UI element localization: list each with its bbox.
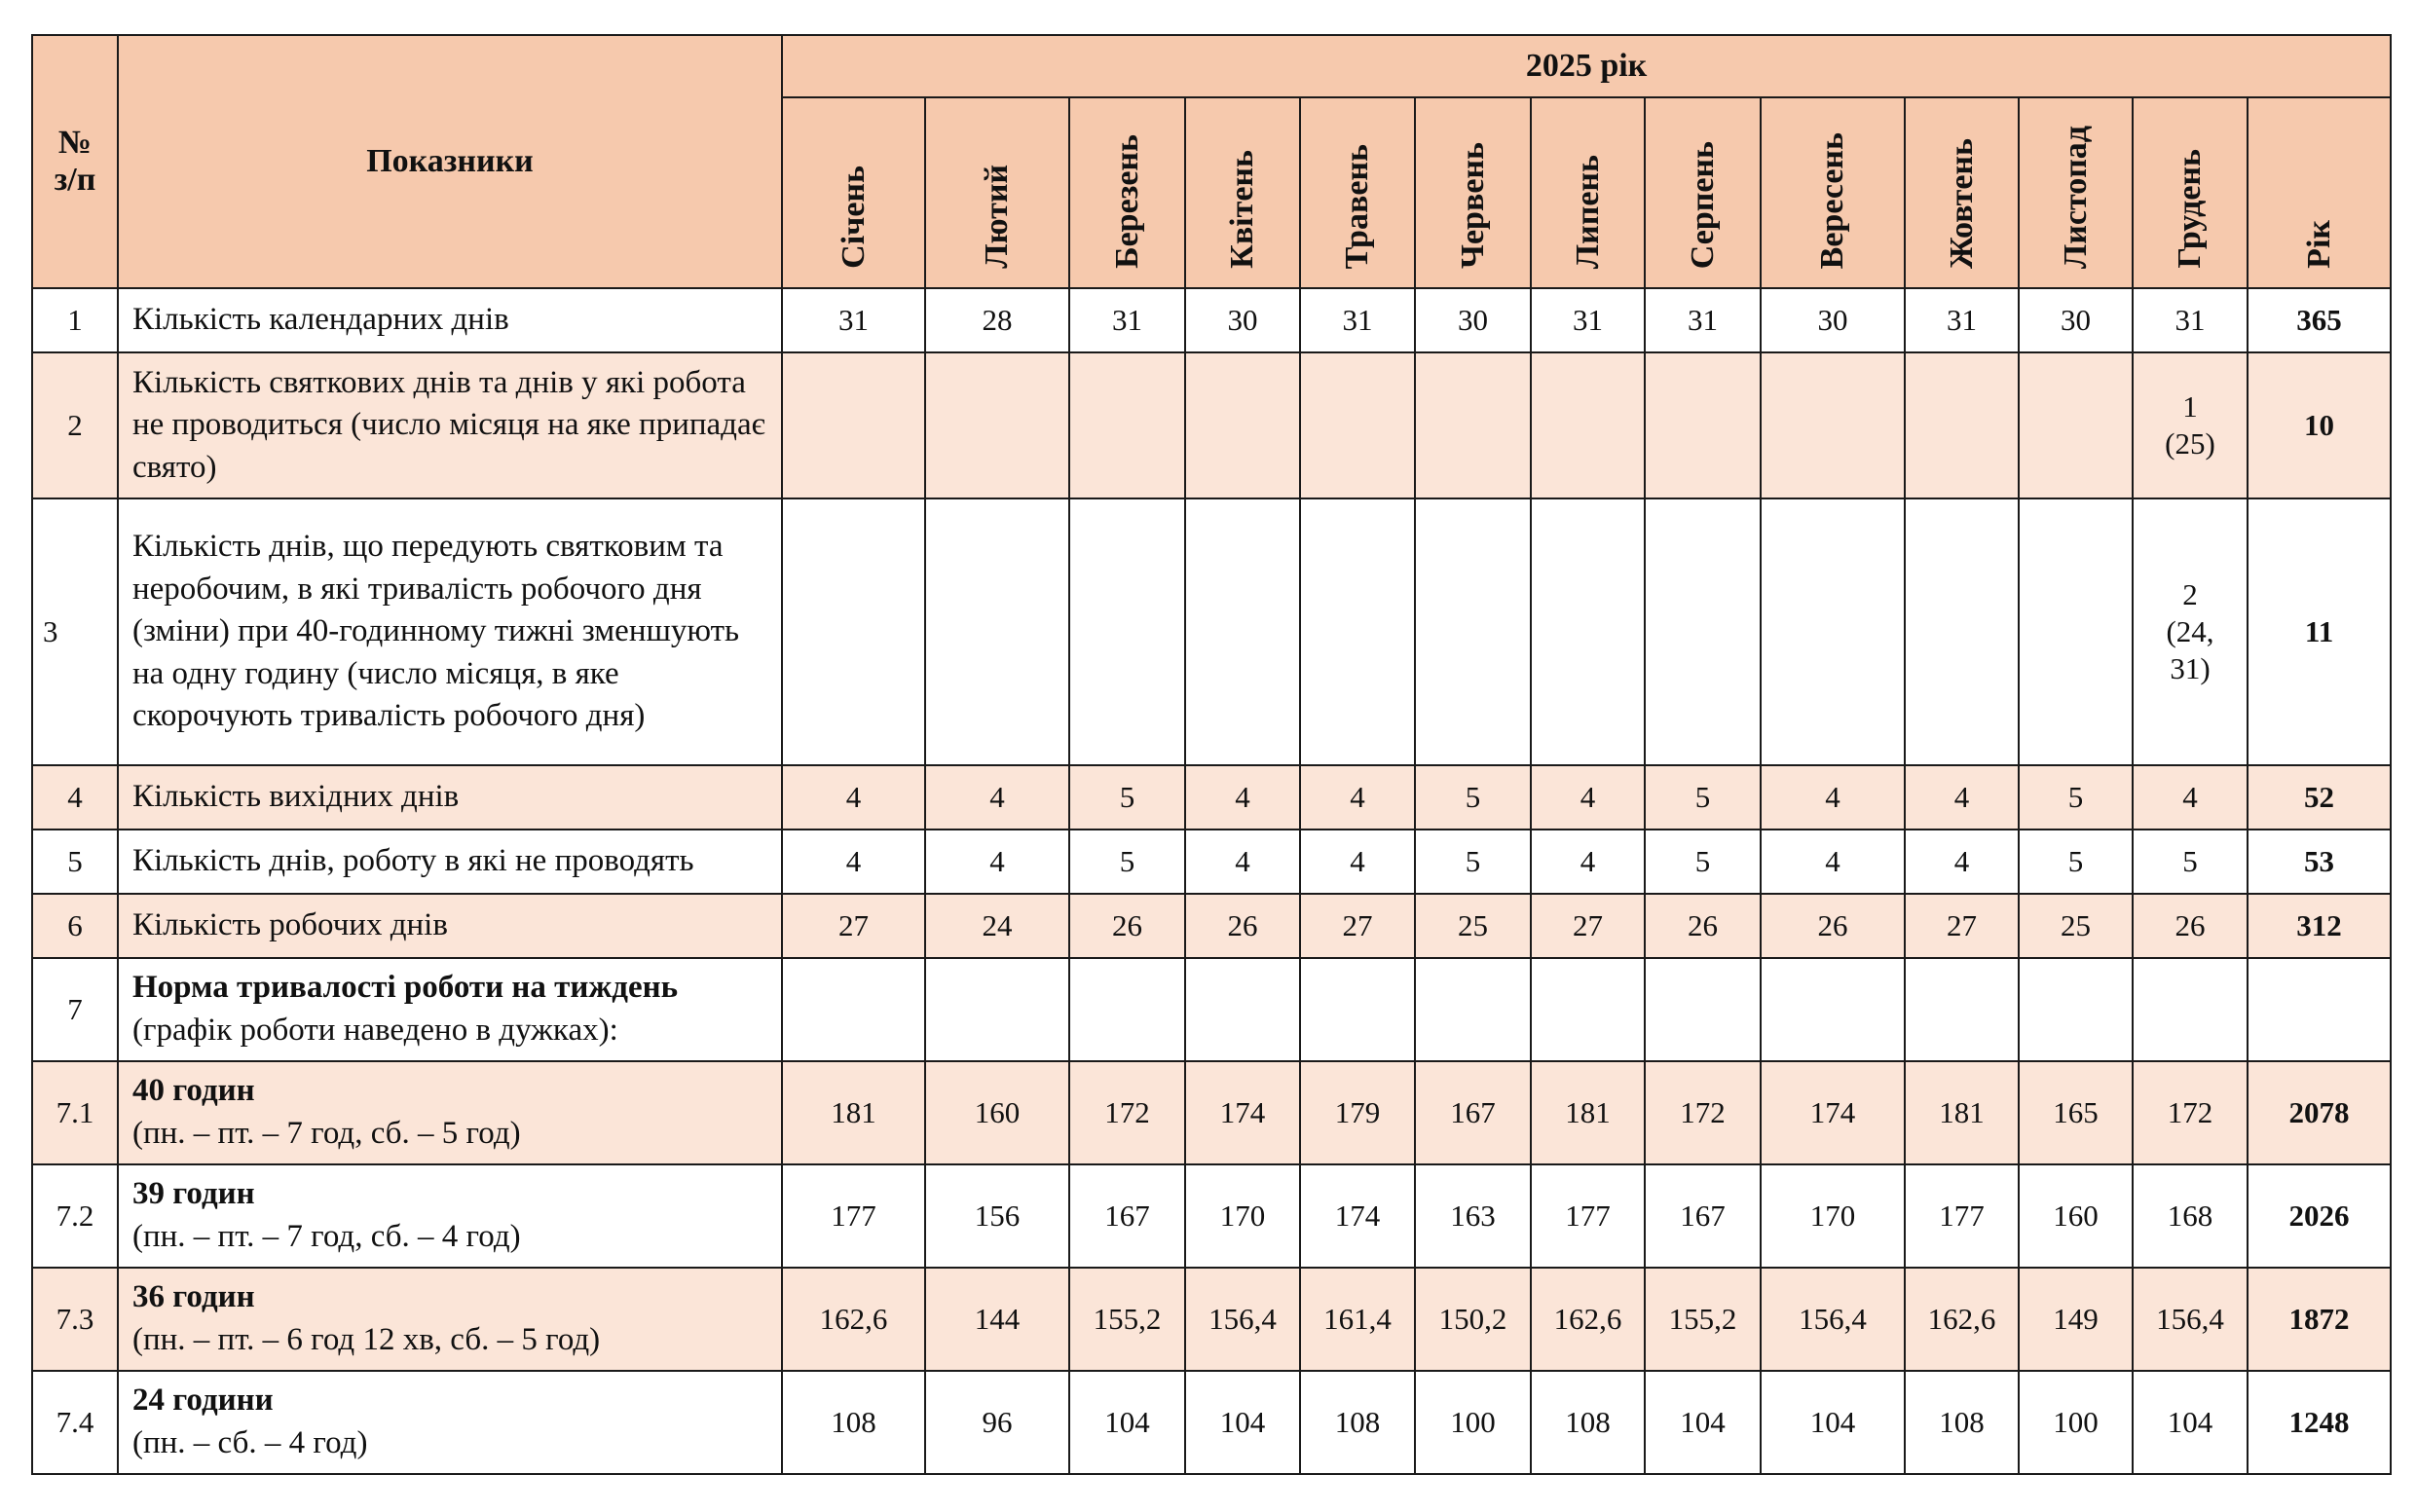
month-label: Вересень [1814,131,1850,269]
month-value [1185,958,1300,1061]
month-label: Рік [2300,220,2337,269]
year-total-header [2248,97,2391,288]
year-total: 1872 [2248,1268,2391,1371]
table-row [32,830,2391,894]
indicator-name [118,498,782,765]
year-total: 312 [2248,894,2391,958]
indicator-text: Кількість календарних днів [132,302,509,338]
year-total: 365 [2248,288,2391,352]
table-row [32,498,2391,765]
indicator-text: (пн. – сб. – 4 год) [132,1425,368,1460]
month-value: 162,6 [1531,1268,1645,1371]
month-value: 4 [1185,765,1300,830]
month-value: 30 [1415,288,1531,352]
year-total [2248,958,2391,1061]
month-value [1531,498,1645,765]
month-value [1185,498,1300,765]
indicator-text: Кількість днів, що передують святковим та неробочим, в які тривалість робочого дня (зміни) при 40-годинному тижні зменшують на одну годину (число місяця, в яке скорочують тривалість робочого дня) [132,529,740,734]
month-value: 179 [1300,1061,1415,1164]
indicator-name [118,894,782,958]
year-total: 2078 [2248,1061,2391,1164]
month-value: 4 [782,830,925,894]
table-row [32,1061,2391,1164]
month-value [1905,352,2019,498]
month-value [1645,498,1761,765]
month-label: Червень [1454,142,1491,269]
month-label: Жовтень [1943,137,1980,269]
index-column-header [32,35,118,288]
month-value: 177 [1905,1164,2019,1268]
month-value: 5 [1069,830,1185,894]
month-value: 156,4 [1185,1268,1300,1371]
table-row [32,288,2391,352]
month-value: 108 [1531,1371,1645,1474]
month-value: 4 [782,765,925,830]
month-value: 26 [1185,894,1300,958]
month-value: 170 [1185,1164,1300,1268]
month-value: 172 [1645,1061,1761,1164]
month-value: 28 [925,288,1069,352]
table-body [32,288,2391,1474]
indicator-text: Кількість святкових днів та днів у які робота не проводиться (число місяця на яке припадає свято) [132,364,765,485]
indicator-text: (пн. – пт. – 6 год 12 хв, сб. – 5 год) [132,1322,601,1357]
indicator-text: (графік роботи наведено в дужках): [132,1013,618,1048]
month-value [1069,958,1185,1061]
row-index: 3 [32,498,118,765]
month-value [1905,958,2019,1061]
month-value: 104 [1069,1371,1185,1474]
month-value: 5 [1645,830,1761,894]
month-value: 150,2 [1415,1268,1531,1371]
indicator-name [118,1268,782,1371]
table-row [32,1164,2391,1268]
month-value: 31 [1645,288,1761,352]
month-value: 5 [1415,765,1531,830]
indicator-name [118,1061,782,1164]
row-index: 7.2 [32,1164,118,1268]
month-value: 104 [2133,1371,2248,1474]
row-index: 2 [32,352,118,498]
row-index: 7.4 [32,1371,118,1474]
month-value: 31 [1300,288,1415,352]
month-value: 165 [2019,1061,2133,1164]
month-value: 4 [1300,765,1415,830]
table-row [32,958,2391,1061]
row-index: 7.1 [32,1061,118,1164]
month-value: 4 [925,765,1069,830]
month-value: 5 [2133,830,2248,894]
table-row [32,894,2391,958]
month-value [1761,498,1905,765]
month-header [1761,97,1905,288]
month-value: 26 [1069,894,1185,958]
month-value: 181 [782,1061,925,1164]
month-value: 96 [925,1371,1069,1474]
row-index: 1 [32,288,118,352]
month-label: Серпень [1684,140,1721,269]
indicator-name [118,1164,782,1268]
month-value: 4 [1531,830,1645,894]
month-value: 31 [1531,288,1645,352]
month-value: 4 [925,830,1069,894]
month-value: 163 [1415,1164,1531,1268]
year-total: 1248 [2248,1371,2391,1474]
row-index: 4 [32,765,118,830]
month-value [925,958,1069,1061]
month-value: 149 [2019,1268,2133,1371]
month-value: 172 [2133,1061,2248,1164]
month-header [1415,97,1531,288]
month-value [1069,498,1185,765]
year-total: 53 [2248,830,2391,894]
month-value: 31 [782,288,925,352]
month-value: 4 [1531,765,1645,830]
month-label: Травень [1339,143,1375,269]
month-header [925,97,1069,288]
month-value: 168 [2133,1164,2248,1268]
month-value [1761,958,1905,1061]
month-value [1415,958,1531,1061]
month-value: 181 [1905,1061,2019,1164]
month-value: 174 [1185,1061,1300,1164]
month-header [1645,97,1761,288]
month-value: 104 [1645,1371,1761,1474]
month-value: 167 [1415,1061,1531,1164]
month-value [782,498,925,765]
month-header [1185,97,1300,288]
month-value [1415,352,1531,498]
row-index: 5 [32,830,118,894]
month-value: 160 [925,1061,1069,1164]
month-value [1645,958,1761,1061]
month-value: 181 [1531,1061,1645,1164]
month-value: 170 [1761,1164,1905,1268]
month-value: 27 [1531,894,1645,958]
work-hours-table [31,34,2392,1475]
month-label: Квітень [1224,150,1260,269]
month-value: 30 [1185,288,1300,352]
indicator-name [118,830,782,894]
indicator-name [118,288,782,352]
row-index: 6 [32,894,118,958]
month-value [1531,958,1645,1061]
month-value: 104 [1761,1371,1905,1474]
table-row [32,1268,2391,1371]
month-value: 4 [1905,765,2019,830]
month-value: 5 [2019,830,2133,894]
month-value: 4 [1761,765,1905,830]
month-value: 104 [1185,1371,1300,1474]
month-value: 177 [1531,1164,1645,1268]
month-value: 108 [1300,1371,1415,1474]
month-value [2019,352,2133,498]
month-header [1905,97,2019,288]
month-value: 100 [1415,1371,1531,1474]
month-value: 4 [1300,830,1415,894]
month-value: 144 [925,1268,1069,1371]
month-value: 162,6 [782,1268,925,1371]
month-label: Грудень [2172,149,2208,269]
month-value: 31 [2133,288,2248,352]
month-value: 4 [1185,830,1300,894]
year-total: 11 [2248,498,2391,765]
month-header [1300,97,1415,288]
indicator-title: 39 годин [132,1176,255,1212]
month-value: 5 [1645,765,1761,830]
indicators-column-header: Показники [118,35,782,288]
month-value [1645,352,1761,498]
month-label: Січень [835,166,872,269]
month-value: 4 [1905,830,2019,894]
month-value: 156,4 [2133,1268,2248,1371]
month-value [925,352,1069,498]
month-value: 26 [1761,894,1905,958]
month-value: 24 [925,894,1069,958]
month-value [1415,498,1531,765]
month-value: 155,2 [1069,1268,1185,1371]
month-value [1185,352,1300,498]
indicator-text: (пн. – пт. – 7 год, сб. – 5 год) [132,1116,521,1151]
month-value: 167 [1645,1164,1761,1268]
month-value: 25 [2019,894,2133,958]
year-title: 2025 рік [782,35,2391,97]
indicator-text: Кількість днів, роботу в які не проводять [132,843,694,879]
index-header-label: № з/п [54,125,96,198]
month-value [782,352,925,498]
month-value: 172 [1069,1061,1185,1164]
month-value: 26 [1645,894,1761,958]
month-value: 156 [925,1164,1069,1268]
indicator-title: 40 годин [132,1073,255,1109]
indicator-name [118,958,782,1061]
month-value: 167 [1069,1164,1185,1268]
month-value: 26 [2133,894,2248,958]
month-header [1531,97,1645,288]
indicator-title: Норма тривалості роботи на тиждень [132,970,679,1006]
month-value: 27 [782,894,925,958]
table-row [32,352,2391,498]
month-value: 100 [2019,1371,2133,1474]
month-value [1300,958,1415,1061]
month-value: 174 [1761,1061,1905,1164]
month-value [925,498,1069,765]
month-header [1069,97,1185,288]
indicator-title: 36 годин [132,1279,255,1315]
indicator-title: 24 години [132,1383,274,1419]
table-row [32,1371,2391,1474]
month-value [1905,498,2019,765]
month-value: 161,4 [1300,1268,1415,1371]
year-total: 10 [2248,352,2391,498]
month-value [2133,958,2248,1061]
month-label: Лютий [979,165,1015,269]
month-value [2019,958,2133,1061]
month-value [1300,352,1415,498]
month-value: 5 [1069,765,1185,830]
month-value: 27 [1905,894,2019,958]
month-label: Листопад [2057,125,2094,269]
month-value: 30 [1761,288,1905,352]
month-header [2133,97,2248,288]
month-value: 31 [1905,288,2019,352]
month-value: 4 [1761,830,1905,894]
indicator-name [118,765,782,830]
table-row [32,765,2391,830]
month-label: Березень [1108,134,1145,269]
month-value [1761,352,1905,498]
month-value: 162,6 [1905,1268,2019,1371]
indicator-name [118,1371,782,1474]
month-value: 31 [1069,288,1185,352]
indicator-text: Кількість робочих днів [132,907,448,943]
month-value: 5 [2019,765,2133,830]
month-value: 30 [2019,288,2133,352]
month-value [1531,352,1645,498]
month-value: 156,4 [1761,1268,1905,1371]
month-label: Липень [1569,154,1606,269]
month-value: 160 [2019,1164,2133,1268]
month-header [2019,97,2133,288]
month-value: 25 [1415,894,1531,958]
month-value: 4 [2133,765,2248,830]
month-value [2019,498,2133,765]
month-value: 2 (24, 31) [2133,498,2248,765]
month-value [1069,352,1185,498]
month-value: 174 [1300,1164,1415,1268]
month-value: 177 [782,1164,925,1268]
month-value [1300,498,1415,765]
month-value: 5 [1415,830,1531,894]
indicator-text: Кількість вихідних днів [132,779,460,815]
month-value: 108 [1905,1371,2019,1474]
month-value: 1 (25) [2133,352,2248,498]
month-header [782,97,925,288]
month-value: 108 [782,1371,925,1474]
month-value: 27 [1300,894,1415,958]
year-total: 2026 [2248,1164,2391,1268]
row-index: 7.3 [32,1268,118,1371]
row-index: 7 [32,958,118,1061]
year-total: 52 [2248,765,2391,830]
indicator-name [118,352,782,498]
month-value: 155,2 [1645,1268,1761,1371]
indicator-text: (пн. – пт. – 7 год, сб. – 4 год) [132,1219,521,1254]
month-value [782,958,925,1061]
